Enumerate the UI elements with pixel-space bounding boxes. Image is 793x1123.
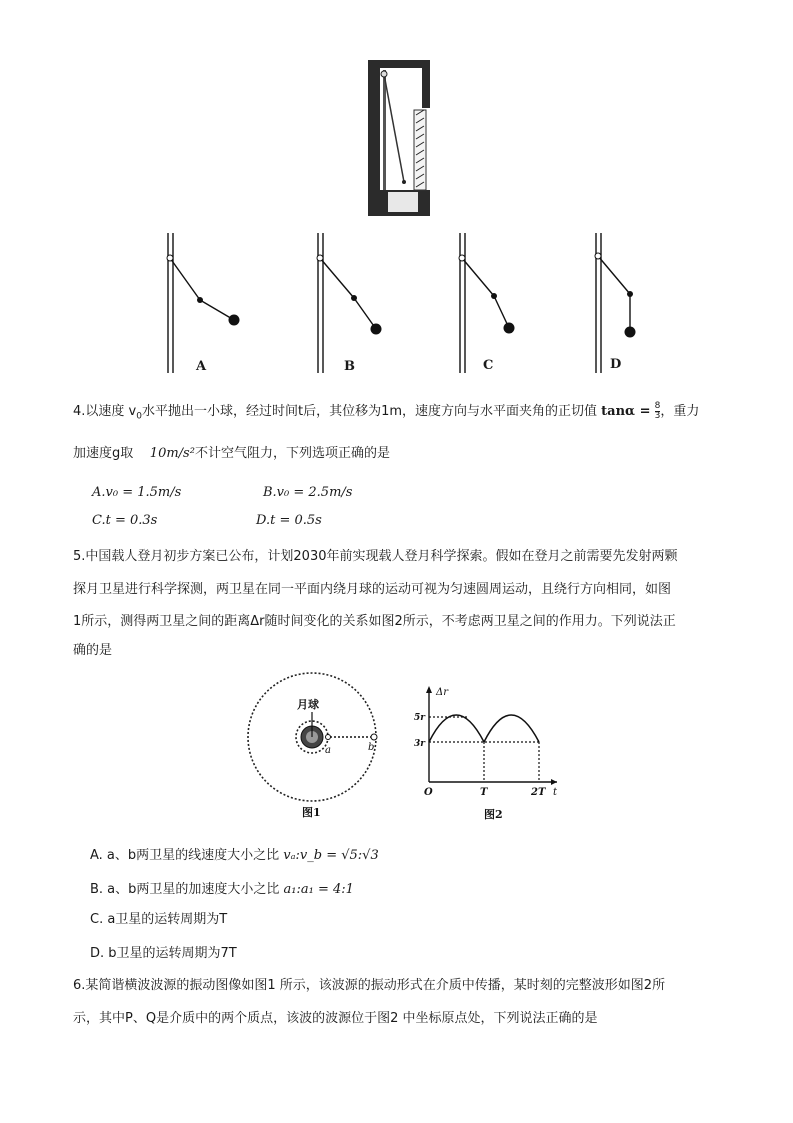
q5-figure2-graph — [412, 682, 562, 822]
q5-figure1-orbits — [245, 670, 385, 820]
q5-option-c: C. a卫星的运转周期为T — [90, 912, 228, 927]
q4-option-a: A.v₀ = 1.5m/s — [92, 485, 182, 500]
q5-line3: 1所示，测得两卫星之间的距离Δr随时间变化的关系如图2所示，不考虑两卫星之间的作用力。下列说法正 — [73, 614, 676, 629]
graph-tick-T: T — [480, 787, 488, 798]
graph-tick-3r: 3r — [414, 739, 426, 749]
option-label-d: D — [610, 357, 622, 372]
figure2-caption: 图2 — [484, 808, 503, 821]
q6-line2: 示，其中P、Q是介质中的两个质点，该波的波源位于图2 中坐标原点处，下列说法正确的是 — [73, 1011, 598, 1026]
satellite-b-label: b — [368, 742, 375, 753]
option-diagrams — [150, 228, 650, 378]
q5-option-a: A. a、b两卫星的线速度大小之比 vₐ:v_b = √5:√3 — [90, 848, 379, 863]
graph-origin: O — [424, 787, 433, 798]
satellite-a-label: a — [325, 745, 331, 756]
graph-xlabel: t — [553, 787, 558, 798]
graph-ylabel: Δr — [436, 687, 449, 698]
diagram-d — [596, 233, 630, 373]
option-label-a: A — [196, 359, 207, 374]
option-label-c: C — [483, 358, 494, 373]
apparatus-photo — [366, 60, 433, 216]
moon-label: 月球 — [297, 698, 319, 711]
q4-line2: 加速度g取 10m/s²不计空气阻力，下列选项正确的是 — [73, 446, 390, 461]
q4-option-c: C.t = 0.3s — [92, 513, 158, 528]
graph-tick-5r: 5r — [414, 713, 426, 723]
q4-option-b: B.v₀ = 2.5m/s — [263, 485, 353, 500]
diagram-c — [460, 233, 509, 373]
q5-option-d: D. b卫星的运转周期为7T — [90, 946, 237, 961]
q6-line1: 6.某简谐横波波源的振动图像如图1 所示，该波源的振动形式在介质中传播，某时刻的完整波形如图2所 — [73, 978, 666, 993]
diagram-a — [168, 233, 234, 373]
option-label-b: B — [344, 359, 355, 374]
figure1-caption: 图1 — [302, 806, 321, 819]
q4-option-d: D.t = 0.5s — [256, 513, 322, 528]
diagram-b — [318, 233, 376, 373]
q5-option-b: B. a、b两卫星的加速度大小之比 a₁:a₁ = 4:1 — [90, 882, 354, 897]
q4-line1: 4.以速度 $v_0$水平抛出一小球，经过时间t后，其位移为1m，速度方向与水平面夹角的正切值 tanα = $\frac{8}{3}$ ，重力 — [73, 401, 700, 422]
q5-line4: 确的是 — [73, 643, 113, 658]
q5-line1: 5.中国载人登月初步方案已公布，计划2030年前实现载人登月科学探索。假如在登月之前需要先发射两颗 — [73, 549, 678, 564]
q5-line2: 探月卫星进行科学探测，两卫星在同一平面内绕月球的运动可视为匀速圆周运动，且绕行方向相同，如图 — [73, 582, 672, 597]
graph-tick-2T: 2T — [531, 787, 546, 798]
